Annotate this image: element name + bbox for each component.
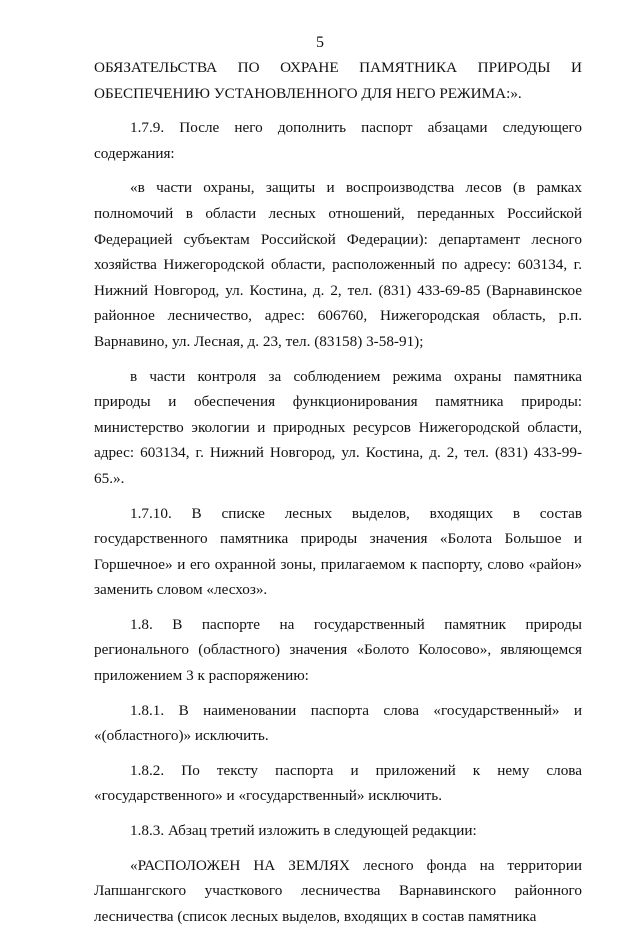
paragraph-forest-protection: «в части охраны, защиты и воспроизводства лесов (в рамках полномочий в области лесных отношений, переданных Российской Федерацией субъектам Российской Федерации): департамент лесного хозяйства Нижегородской области, расположенный по адресу: 603134, г. Нижний Новгород, ул. Костина, д. 2, тел. (831) 433-69-85 (Варнавинское районное лесничество, адрес: 606760, Нижегородская область, р.п. Варнавино, ул. Лесная, д. 23, тел. (83158) 3-58-91); bbox=[94, 179, 582, 350]
page-number: 5 bbox=[316, 34, 324, 51]
paragraph-1-8-1: 1.8.1. В наименовании паспорта слова «государственный» и «(областного)» исключить. bbox=[94, 701, 582, 745]
paragraph-section-heading: ОБЯЗАТЕЛЬСТВА ПО ОХРАНЕ ПАМЯТНИКА ПРИРОДЫ И ОБЕСПЕЧЕНИЮ УСТАНОВЛЕННОГО ДЛЯ НЕГО РЕЖИМА:». bbox=[94, 59, 582, 102]
paragraph-located-on-lands: «РАСПОЛОЖЕН НА ЗЕМЛЯХ лесного фонда на территории Лапшангского участкового лесничества Варнавинского районного лесничества (список лесных выделов, входящих в состав памятника bbox=[94, 856, 582, 925]
paragraph-1-8-2: 1.8.2. По тексту паспорта и приложений к нему слова «государственного» и «государственный» исключить. bbox=[94, 761, 582, 805]
paragraph-1-7-9: 1.7.9. После него дополнить паспорт абзацами следующего содержания: bbox=[94, 119, 582, 162]
paragraph-1-8-3: 1.8.3. Абзац третий изложить в следующей редакции: bbox=[130, 822, 477, 840]
paragraph-1-7-10: 1.7.10. В списке лесных выделов, входящих в состав государственного памятника природы значения «Болота Большое и Горшечное» и его охранной зоны, прилагаемом к паспорту, слово «район» заменить словом «лесхоз». bbox=[94, 504, 582, 599]
document-body bbox=[94, 55, 582, 929]
paragraph-1-8: 1.8. В паспорте на государственный памятник природы регионального (областного) значения «Болото Колосово», являющемся приложением 3 к распоряжению: bbox=[94, 615, 582, 685]
paragraph-regime-control: в части контроля за соблюдением режима охраны памятника природы и обеспечения функционирования памятника природы: министерство экологии и природных ресурсов Нижегородской области, адрес: 603134, г. Нижний Новгород, ул. Костина, д. 2, тел. (831) 433-99-65.». bbox=[94, 367, 582, 487]
